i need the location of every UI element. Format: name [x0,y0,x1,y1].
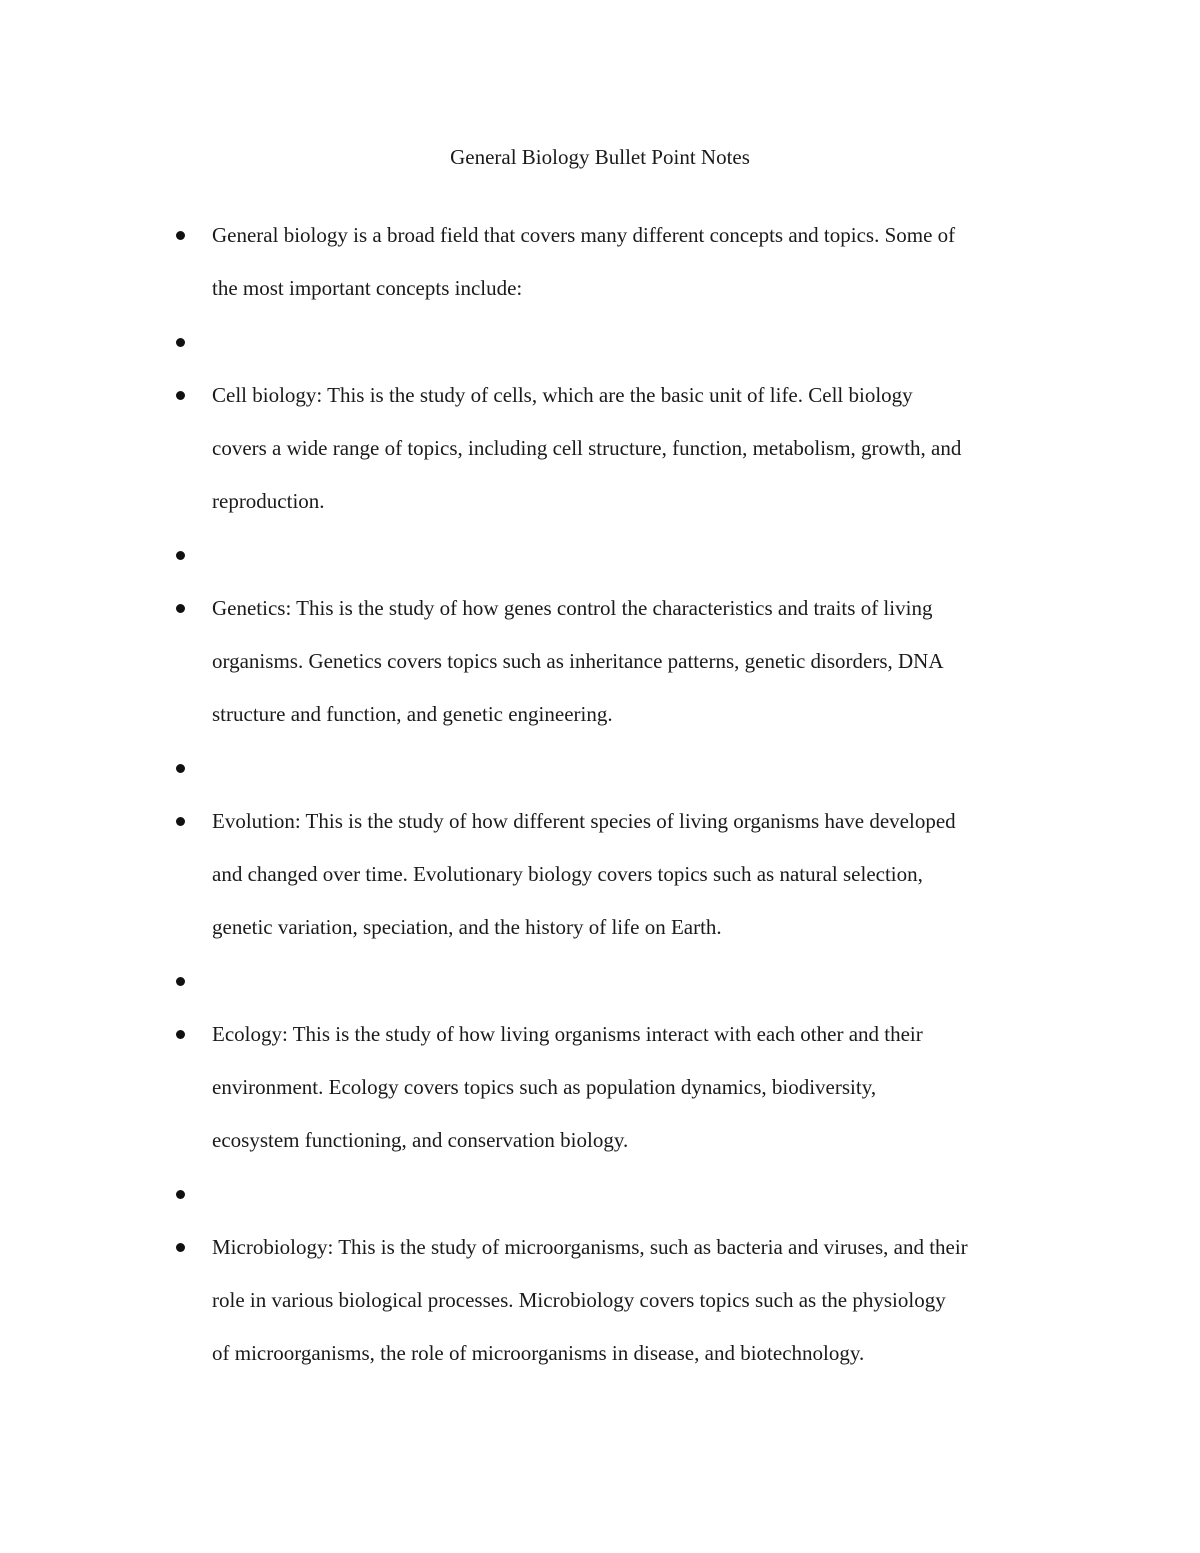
bullet-item [0,1167,1072,1221]
bullet-dot-icon [176,764,185,773]
bullet-text-line: the most important concepts include: [212,276,523,300]
bullet-text-line: of microorganisms, the role of microorganisms in disease, and biotechnology. [212,1341,865,1365]
bullet-item [0,741,1072,795]
bullet-dot-icon [176,1190,185,1199]
bullet-item [0,954,1072,1008]
bullet-dot-icon [176,817,185,826]
bullet-dot-icon [176,977,185,986]
bullet-item [0,1007,1072,1167]
bullet-text-line: Cell biology: This is the study of cells, which are the basic unit of life. Cell biology [212,383,913,407]
bullet-item [0,528,1072,582]
bullet-item [0,315,1072,369]
bullet-text-line: structure and function, and genetic engineering. [212,702,613,726]
bullet-item [0,368,1072,528]
bullet-text-line: role in various biological processes. Microbiology covers topics such as the physiology [212,1288,946,1312]
bullet-text-line: covers a wide range of topics, including cell structure, function, metabolism, growth, and [212,436,962,460]
bullet-item [0,1220,1072,1380]
bullet-dot-icon [176,1243,185,1252]
bullet-dot-icon [176,231,185,240]
bullet-text-line: environment. Ecology covers topics such as population dynamics, biodiversity, [212,1075,877,1099]
bullet-text-line: ecosystem functioning, and conservation biology. [212,1128,629,1152]
bullet-dot-icon [176,338,185,347]
document-title: General Biology Bullet Point Notes [450,145,750,169]
bullet-item [0,581,1072,741]
bullet-text-line: Evolution: This is the study of how different species of living organisms have developed [212,809,956,833]
bullet-text-line: General biology is a broad field that covers many different concepts and topics. Some of [212,223,956,247]
bullet-dot-icon [176,551,185,560]
bullet-dot-icon [176,391,185,400]
bullet-text-line: and changed over time. Evolutionary biology covers topics such as natural selection, [212,862,923,886]
bullet-item [0,208,1072,315]
bullet-dot-icon [176,604,185,613]
bullet-text-line: genetic variation, speciation, and the history of life on Earth. [212,915,722,939]
bullet-text-line: Microbiology: This is the study of microorganisms, such as bacteria and viruses, and their [212,1235,968,1259]
bullet-text-line: organisms. Genetics covers topics such as inheritance patterns, genetic disorders, DNA [212,649,944,673]
bullet-item [0,794,1072,954]
bullet-text-line: Ecology: This is the study of how living organisms interact with each other and their [212,1022,923,1046]
bullet-text-line: reproduction. [212,489,325,513]
bullet-dot-icon [176,1030,185,1039]
bullet-list [0,209,1200,1380]
bullet-text-line: Genetics: This is the study of how genes control the characteristics and traits of living [212,596,933,620]
